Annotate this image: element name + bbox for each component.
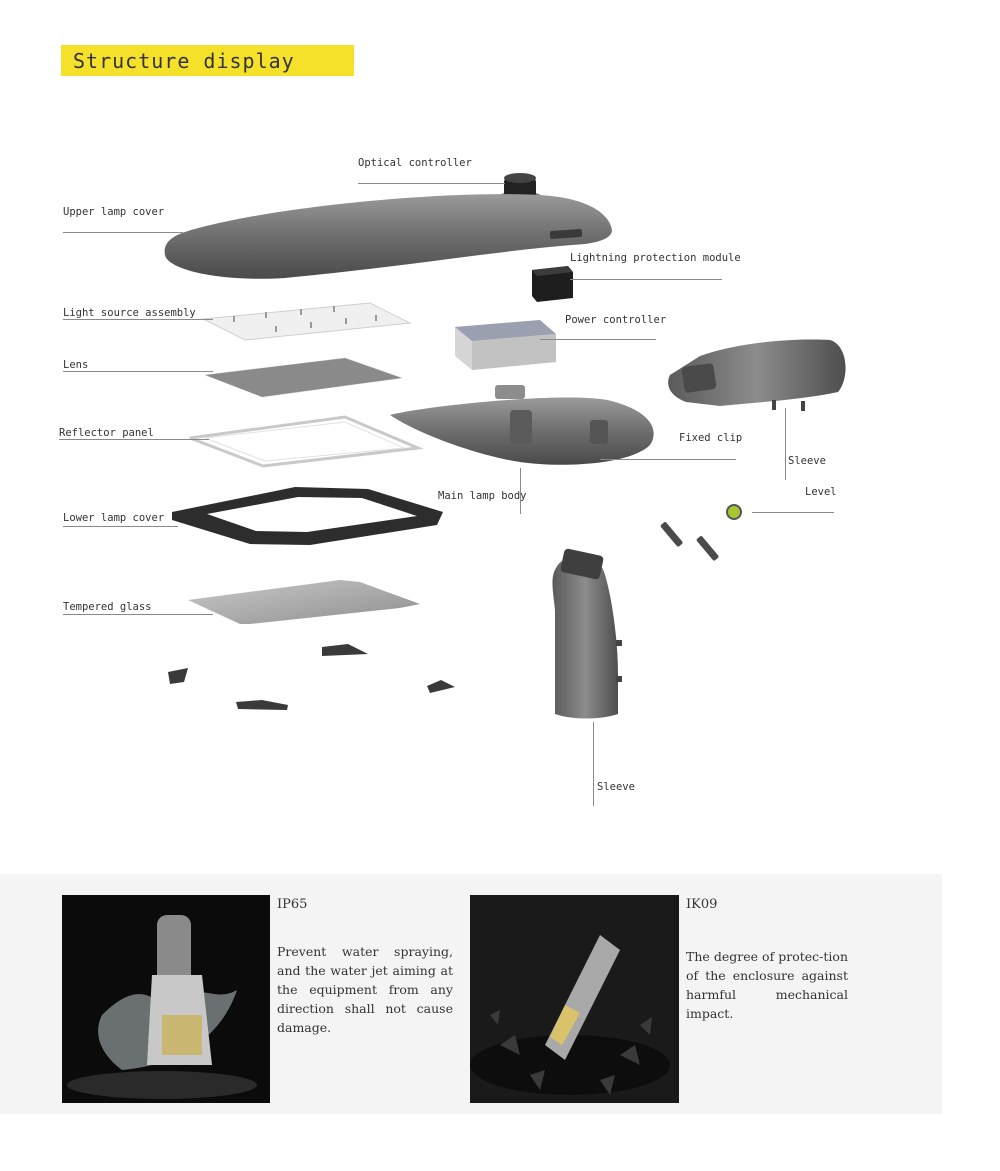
leader-line (358, 183, 505, 184)
label-light-source: Light source assembly (63, 307, 196, 319)
power-controller-part (455, 320, 556, 370)
ik09-photo (470, 895, 679, 1103)
label-level: Level (805, 486, 837, 498)
light-source-part (203, 303, 410, 340)
label-upper-lamp-cover: Upper lamp cover (63, 206, 165, 218)
ip65-title: IP65 (277, 897, 308, 912)
ik09-title: IK09 (686, 897, 718, 912)
leader-line (593, 722, 594, 806)
label-sleeve-bottom: Sleeve (597, 781, 635, 793)
label-optical-controller: Optical controller (358, 157, 472, 169)
small-clips (168, 644, 455, 710)
label-fixed-clip: Fixed clip (679, 432, 743, 444)
leader-line (63, 614, 213, 615)
section-title-box (61, 45, 354, 76)
label-main-lamp-body: Main lamp body (438, 490, 527, 502)
ip65-text: Prevent water spraying, and the water jet aiming at the equipment from any direction shall not cause damage. (277, 944, 453, 1035)
reflector-part (190, 417, 418, 466)
label-lower-lamp-cover: Lower lamp cover (63, 512, 165, 524)
leader-line (59, 439, 209, 440)
fixed-clip-part (660, 521, 719, 561)
leader-line (752, 512, 834, 513)
ip65-photo (62, 895, 270, 1103)
label-lightning-module: Lightning protection module (570, 252, 741, 264)
leader-line (63, 526, 178, 527)
lens-part (205, 358, 402, 397)
leader-line (540, 339, 656, 340)
tempered-glass-part (188, 580, 420, 624)
section-title: Structure display (73, 49, 295, 73)
leader-line (600, 459, 736, 460)
leader-line (63, 232, 183, 233)
ik09-text: The degree of protec-tion of the enclosure against harmful mechanical impact. (686, 949, 848, 1021)
main-lamp-body-part (390, 385, 654, 465)
label-sleeve-right: Sleeve (788, 455, 826, 467)
leader-line (570, 279, 722, 280)
bottom-sleeve-part (552, 548, 622, 718)
leader-line (63, 319, 213, 320)
lightning-module-part (532, 266, 573, 302)
leader-line (63, 371, 213, 372)
upper-lamp-cover-part (165, 194, 612, 279)
label-tempered-glass: Tempered glass (63, 601, 152, 613)
right-sleeve-part (668, 340, 845, 411)
leader-line (785, 408, 786, 480)
label-lens: Lens (63, 359, 89, 371)
label-power-controller: Power controller (565, 314, 667, 326)
level-part (727, 505, 741, 519)
label-reflector-panel: Reflector panel (59, 427, 154, 439)
exploded-diagram (0, 120, 1000, 840)
lower-lamp-cover-part (172, 487, 443, 545)
